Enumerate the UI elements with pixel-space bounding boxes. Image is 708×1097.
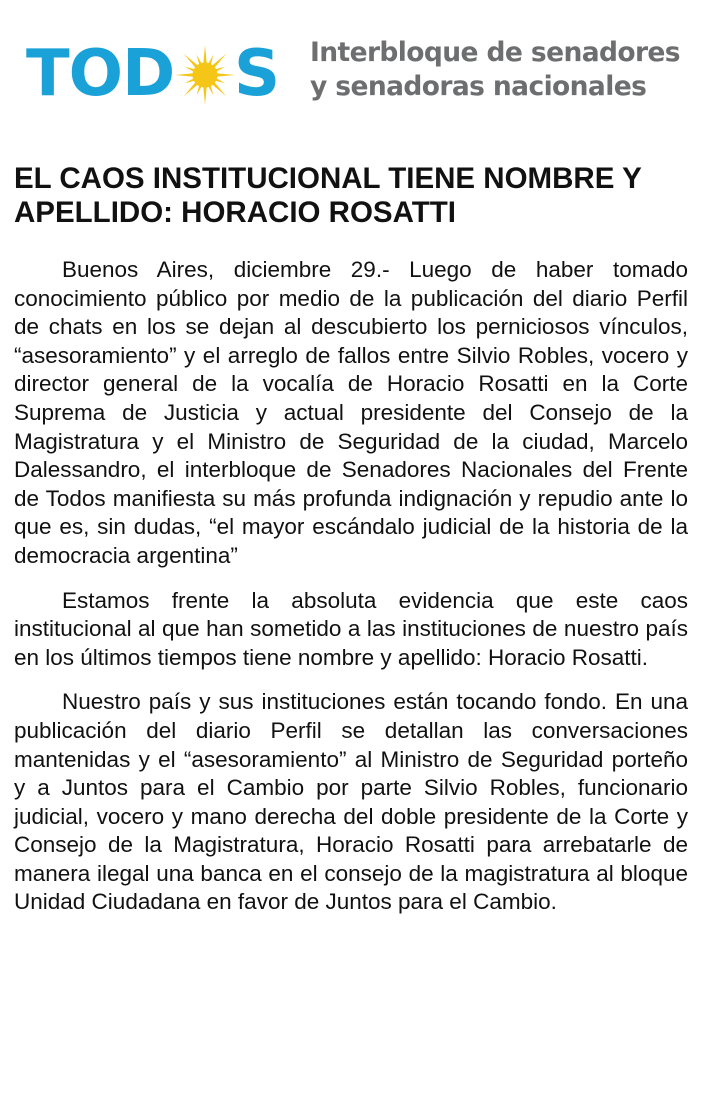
- paragraph-2: Estamos frente la absoluta evidencia que este caos institucional al que han sometido a las instituciones de nuestro país en los últimos tiempos tiene nombre y apellido: Horacio Rosatti.: [14, 587, 688, 670]
- sun-ray: [175, 73, 194, 77]
- paragraph-1: Buenos Aires, diciembre 29.- Luego de haber tomado conocimiento público por medio de la publicación del diario Perfil de chats en los se dejan al descubierto los perniciosos vínculos, “asesoramiento” y el arreglo de fallos entre Silvio Robles, vocero y director general de la vocalía de Horacio Rosatti en la Corte Suprema de Justicia y actual presidente del Consejo de la Magistratura y el Ministro de Seguridad de la ciudad, Marcelo Dalessandro, el interbloque de Senadores Nacionales del Frente de Todos manifiesta su más profunda indignación y repudio ante lo que es, sin dudas, “el mayor escándalo judicial de la historia de la democracia argentina”: [14, 257, 688, 568]
- tagline-line-2: y senadoras nacionales: [310, 71, 647, 102]
- header: [26, 30, 686, 120]
- todos-logo: [26, 34, 296, 114]
- sun-ray: [216, 73, 235, 77]
- logo-text-tod: TOD: [26, 37, 175, 111]
- sun-icon: [174, 36, 236, 112]
- tagline-line-1: Interbloque de senadores: [310, 37, 680, 68]
- logo-text-s: S: [234, 37, 280, 111]
- document-body: [14, 256, 688, 933]
- tagline: [310, 36, 708, 104]
- sun-ray: [203, 86, 207, 105]
- document-title: EL CAOS INSTITUCIONAL TIENE NOMBRE Y APELLIDO: HORACIO ROSATTI: [14, 162, 642, 229]
- paragraph-3: Nuestro país y sus instituciones están tocando fondo. En una publicación del diario Perfil se detallan las conversaciones mantenidas y el “asesoramiento” al Ministro de Seguridad porteño y a Juntos para el Cambio por parte Silvio Robles, funcionario judicial, vocero y mano derecha del doble presidente de la Corte y Consejo de la Magistratura, Horacio Rosatti para arrebatarle de manera ilegal una banca en el consejo de la magistratura al bloque Unidad Ciudadana en favor de Juntos para el Cambio.: [14, 689, 688, 915]
- sun-ray: [203, 45, 207, 64]
